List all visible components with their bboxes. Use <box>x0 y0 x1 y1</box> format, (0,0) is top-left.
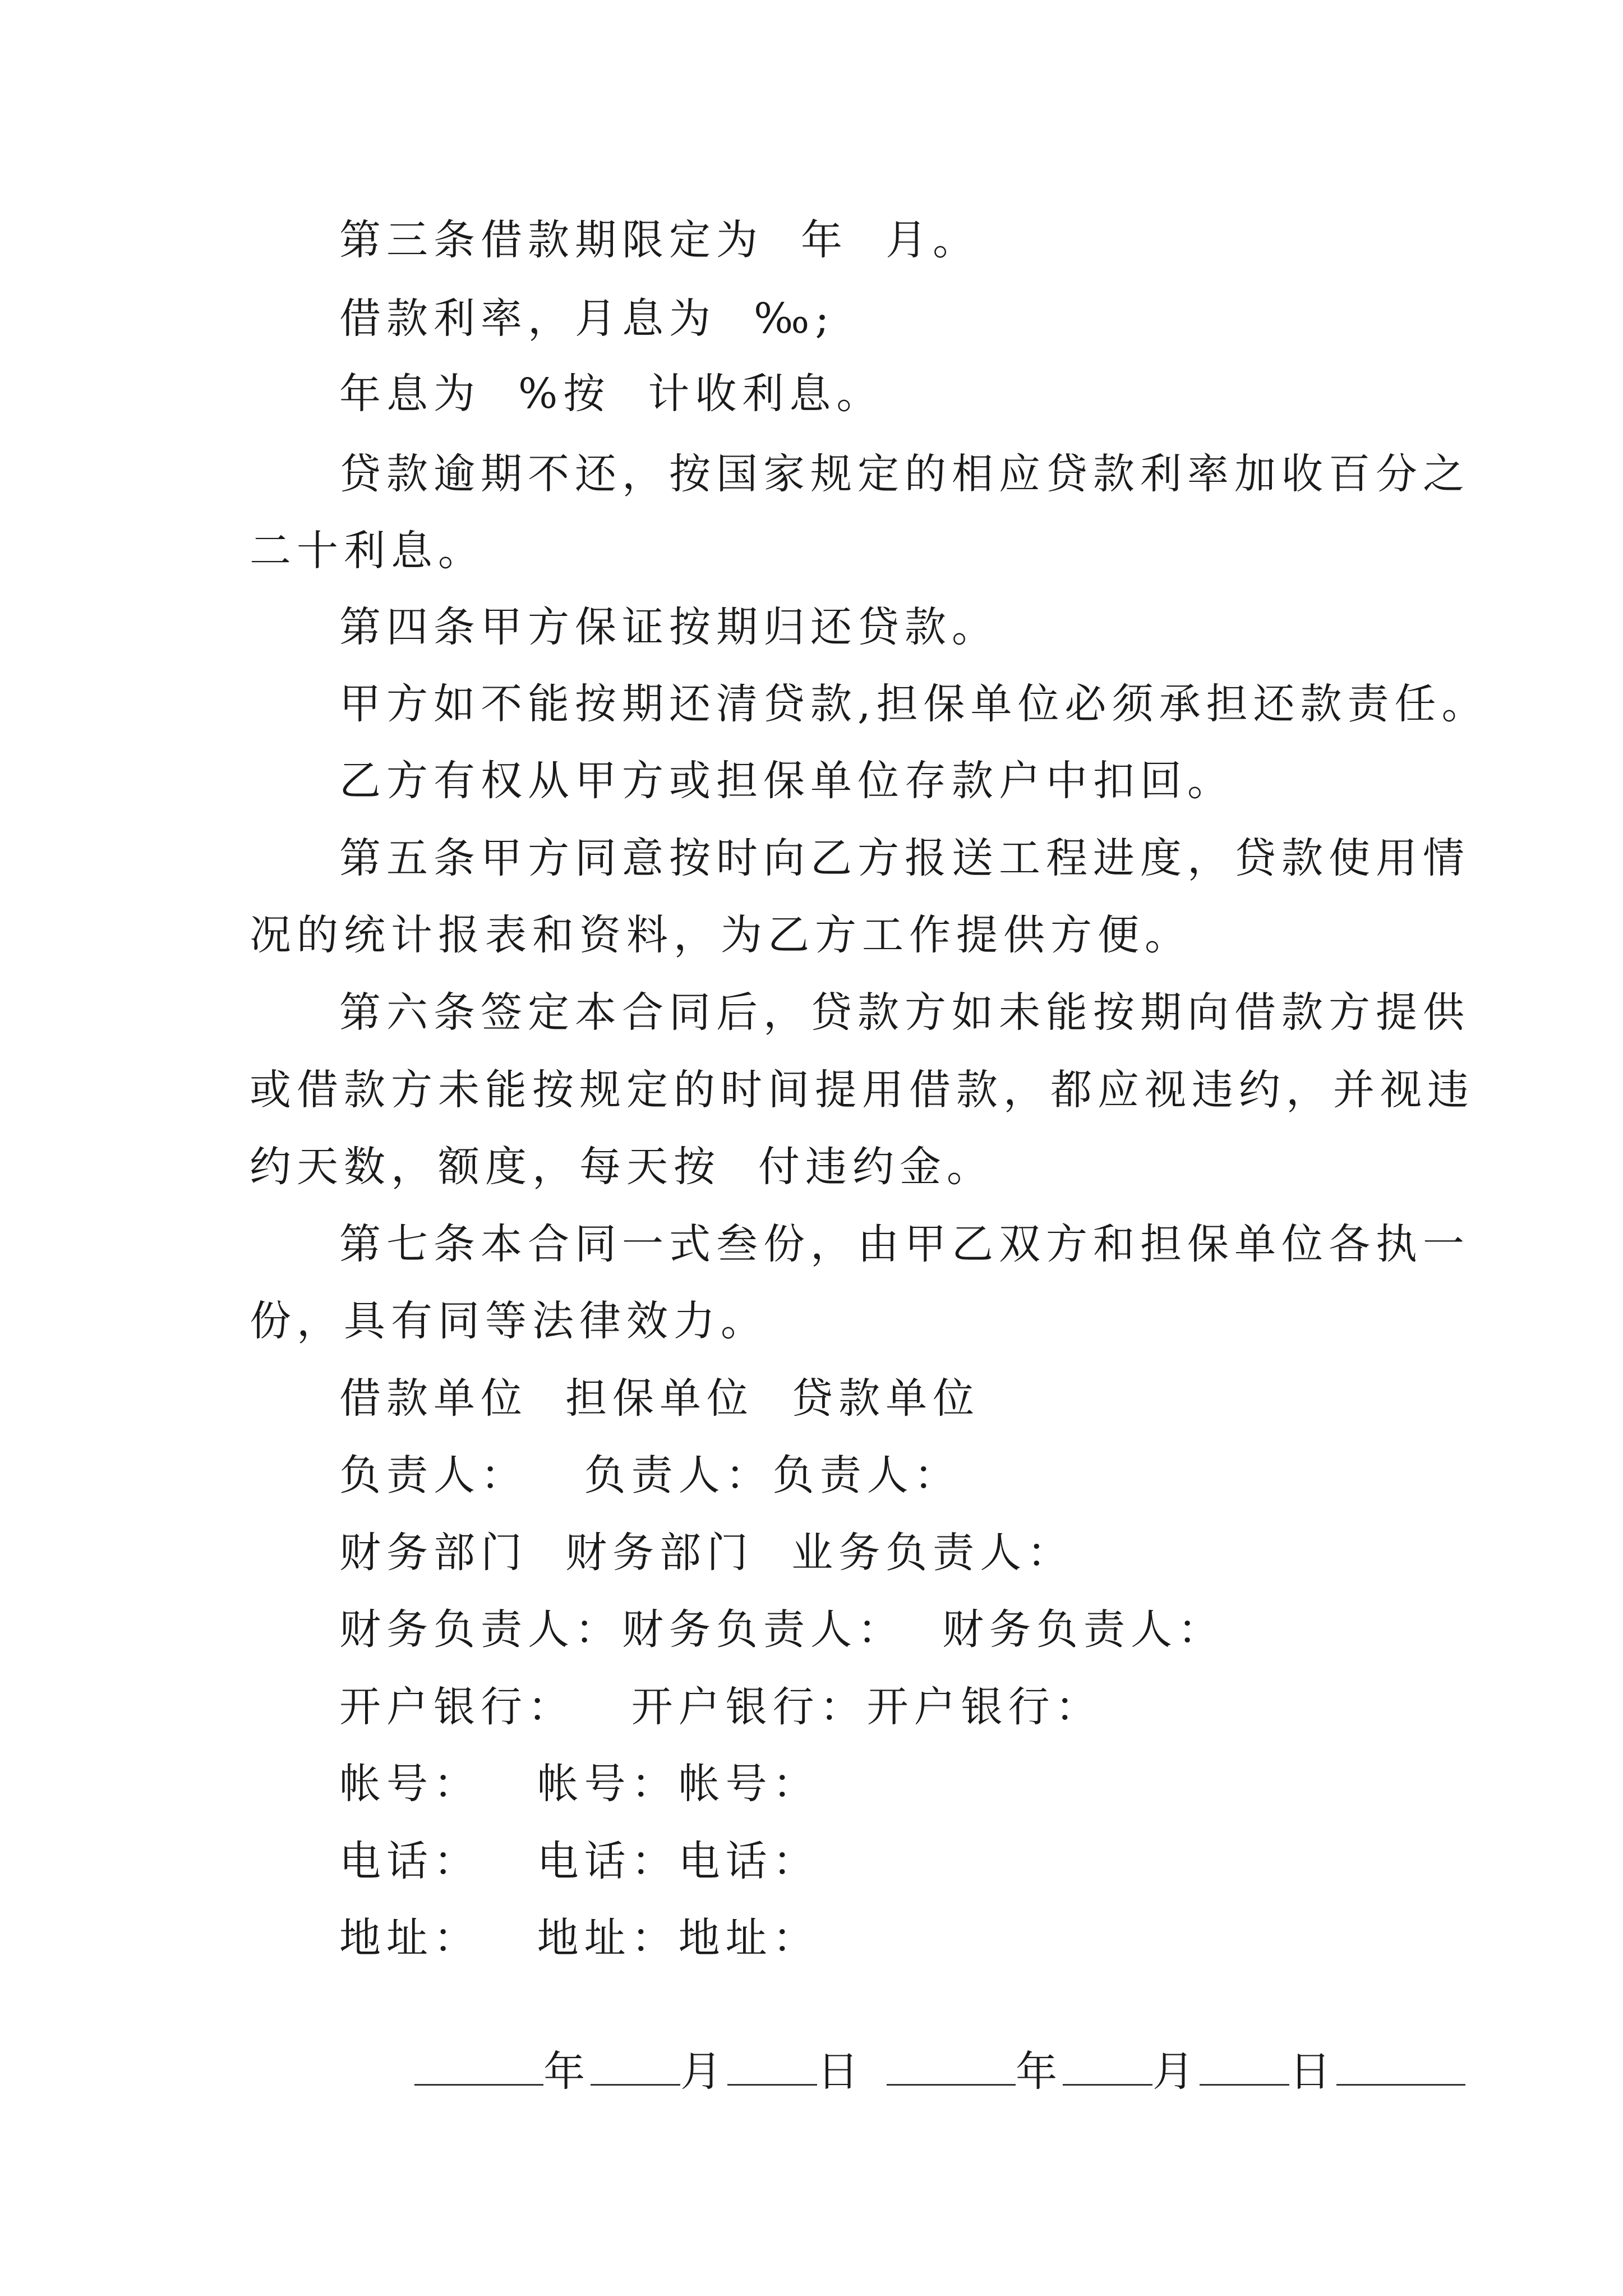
date-blank-day-1 <box>727 2045 817 2086</box>
guarantor-liability: 甲方如不能按期还清贷款,担保单位必须承担还款责任。 <box>339 680 1489 728</box>
clause-5-line-2: 况的统计报表和资料，为乙方工作提供方便。 <box>250 911 1192 959</box>
responsible-persons: 负责人： 负责人：负责人： <box>339 1451 961 1499</box>
date-blank-month-1 <box>591 2045 680 2086</box>
clause-6-line-3: 约天数，额度，每天按 付违约金。 <box>250 1143 994 1191</box>
signatory-units: 借款单位 担保单位 贷款单位 <box>339 1374 980 1423</box>
finance-departments: 财务部门 财务部门 业务负责人： <box>339 1529 1075 1577</box>
date-blank-year-1 <box>414 2045 543 2086</box>
clause-3-term: 第三条借款期限定为 年 月。 <box>339 216 980 264</box>
monthly-interest: 借款利率，月息为 ‰; <box>339 295 835 343</box>
clause-6-line-1: 第六条签定本合同后，贷款方如未能按期向借款方提供 <box>339 988 1470 1037</box>
addresses: 地址： 地址：地址： <box>339 1914 820 1962</box>
date-year-label-2: 年 <box>1016 2047 1063 2096</box>
clause-7-line-2: 份，具有同等法律效力。 <box>250 1297 768 1345</box>
date-month-label-1: 月 <box>680 2047 728 2096</box>
account-numbers: 帐号： 帐号：帐号： <box>339 1760 820 1808</box>
clause-6-line-2: 或借款方未能按规定的时间提用借款，都应视违约，并视违 <box>250 1066 1474 1114</box>
deduction-right: 乙方有权从甲方或担保单位存款户中扣回。 <box>339 757 1234 805</box>
opening-banks: 开户银行： 开户银行：开户银行： <box>339 1683 1103 1731</box>
phone-numbers: 电话： 电话：电话： <box>339 1837 820 1885</box>
date-blank-year-2 <box>887 2045 1016 2086</box>
date-day-label-2: 日 <box>1289 2047 1337 2096</box>
overdue-penalty-line-2: 二十利息。 <box>250 527 485 575</box>
clause-4: 第四条甲方保证按期归还贷款。 <box>339 603 999 651</box>
date-day-label-1: 日 <box>817 2047 865 2096</box>
date-blank-trailing <box>1336 2045 1465 2086</box>
annual-interest: 年息为 %按 计收利息。 <box>339 370 884 418</box>
clause-7-line-1: 第七条本合同一式叁份，由甲乙双方和担保单位各执一 <box>339 1220 1470 1268</box>
date-month-label-2: 月 <box>1152 2047 1200 2096</box>
finance-managers: 财务负责人：财务负责人： 财务负责人： <box>339 1605 1225 1654</box>
date-row <box>339 1987 1465 2156</box>
overdue-penalty-line-1: 贷款逾期不还，按国家规定的相应贷款利率加收百分之 <box>339 450 1470 498</box>
clause-5-line-1: 第五条甲方同意按时向乙方报送工程进度，贷款使用情 <box>339 834 1470 882</box>
date-year-label-1: 年 <box>543 2047 591 2096</box>
date-blank-day-2 <box>1200 2045 1289 2086</box>
date-blank-month-2 <box>1063 2045 1152 2086</box>
